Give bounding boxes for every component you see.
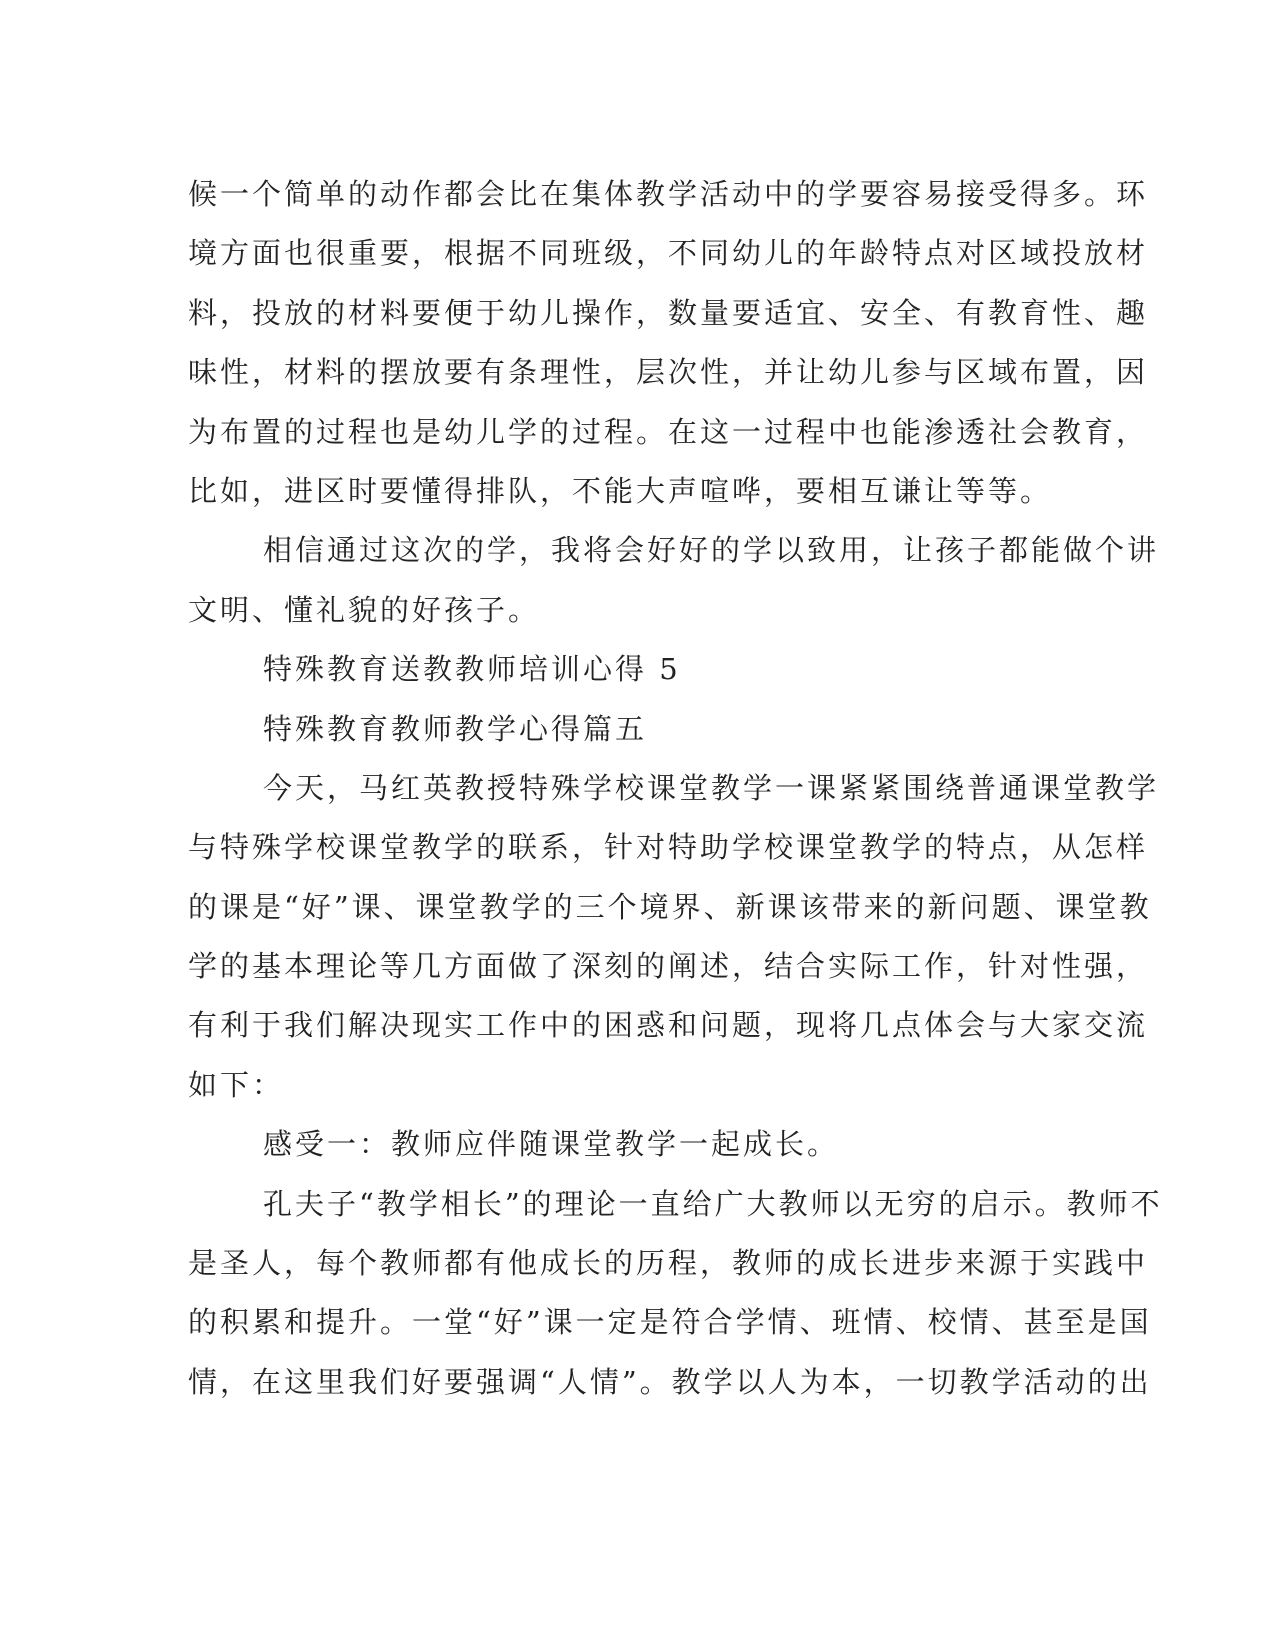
text-line: 是圣人，每个教师都有他成长的历程，教师的成长进步来源于实践中 bbox=[188, 1246, 1149, 1281]
text-line: 候一个简单的动作都会比在集体教学活动中的学要容易接受得多。环 bbox=[188, 177, 1149, 211]
text-line: 境方面也很重要，根据不同班级，不同幼儿的年龄特点对区域投放材 bbox=[188, 236, 1149, 271]
paragraph-start-line: 相信通过这次的学，我将会好好的学以致用，让孩子都能做个讲 bbox=[263, 533, 1160, 568]
text-line: 比如，进区时要懂得排队，不能大声喧哗，要相互谦让等等。 bbox=[188, 473, 1053, 508]
section-heading: 特殊教育送教教师培训心得 5 bbox=[263, 652, 681, 687]
text-line: 为布置的过程也是幼儿学的过程。在这一过程中也能渗透社会教育， bbox=[188, 414, 1149, 449]
text-line: 与特殊学校课堂教学的联系，针对特助学校课堂教学的特点，从怎样 bbox=[188, 830, 1149, 865]
text-line: 的积累和提升。一堂“好”课一定是符合学情、班情、校情、甚至是国 bbox=[188, 1305, 1152, 1340]
paragraph-start-line: 孔夫子“教学相长”的理论一直给广大教师以无穷的启示。教师不 bbox=[263, 1186, 1163, 1221]
body-text bbox=[188, 165, 1163, 1412]
text-line: 的课是“好”课、课堂教学的三个境界、新课该带来的新问题、课堂教 bbox=[188, 889, 1152, 924]
section-subheading: 特殊教育教师教学心得篇五 bbox=[263, 711, 648, 746]
text-line: 文明、懂礼貌的好孩子。 bbox=[188, 592, 541, 627]
point-heading: 感受一：教师应伴随课堂教学一起成长。 bbox=[263, 1127, 840, 1162]
text-line: 情，在这里我们好要强调“人情”。教学以人为本，一切教学活动的出 bbox=[188, 1364, 1152, 1399]
text-line: 有利于我们解决现实工作中的困惑和问题，现将几点体会与大家交流 bbox=[188, 1008, 1149, 1043]
paragraph-start-line: 今天，马红英教授特殊学校课堂教学一课紧紧围绕普通课堂教学 bbox=[263, 770, 1160, 805]
text-line: 料，投放的材料要便于幼儿操作，数量要适宜、安全、有教育性、趣 bbox=[188, 295, 1149, 330]
text-line: 学的基本理论等几方面做了深刻的阐述，结合实际工作，针对性强， bbox=[188, 949, 1149, 984]
text-line: 如下： bbox=[188, 1067, 285, 1102]
text-line: 味性，材料的摆放要有条理性，层次性，并让幼儿参与区域布置，因 bbox=[188, 355, 1149, 390]
